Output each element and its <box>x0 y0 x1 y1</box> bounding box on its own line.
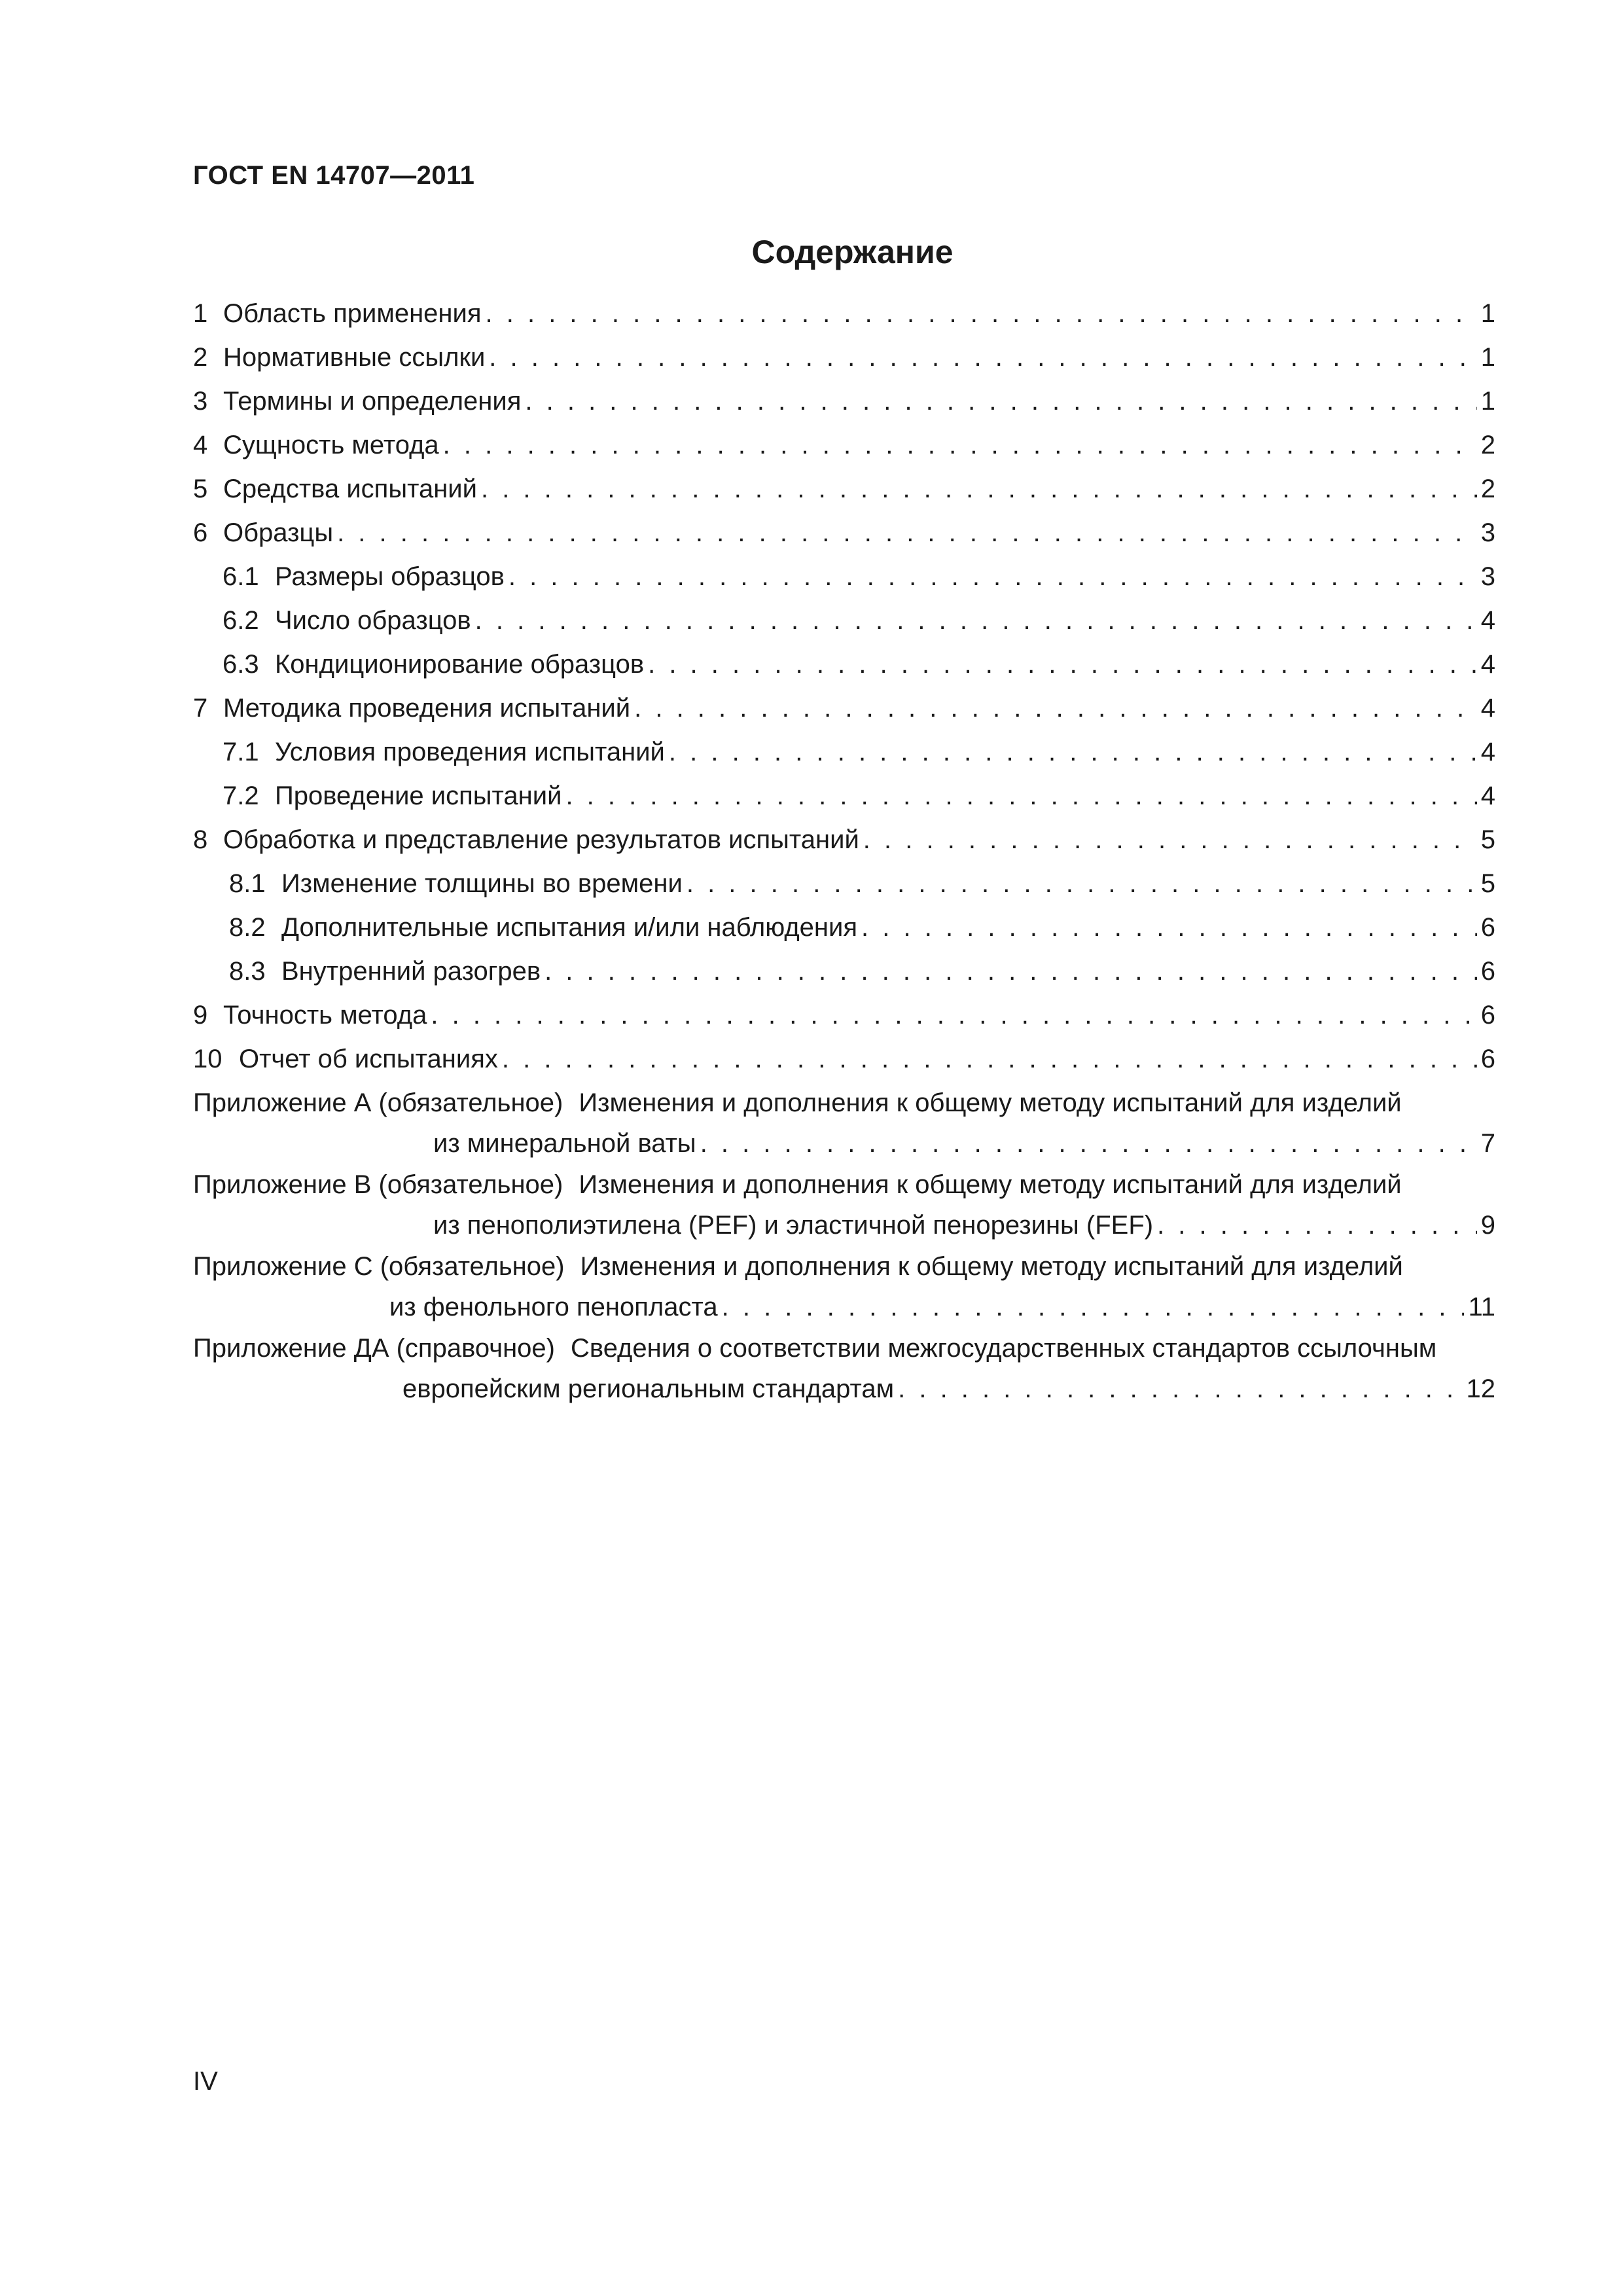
toc-entry-page: 5 <box>1480 869 1495 898</box>
toc-entry-page: 4 <box>1480 781 1495 810</box>
toc-entry-page: 7 <box>1480 1129 1495 1158</box>
toc-subentry[interactable] <box>193 780 1495 824</box>
toc-entry-text: Внутренний разогрев <box>281 957 541 986</box>
toc-entry[interactable] <box>193 824 1495 868</box>
toc-entry-number: 9 <box>193 1001 208 1030</box>
leader-dots <box>1157 1210 1477 1241</box>
toc-entry-page: 6 <box>1480 1001 1495 1030</box>
toc-entry-number: 8.1 <box>229 869 266 898</box>
toc-entry-page: 6 <box>1480 913 1495 942</box>
toc-entry-page: 6 <box>1480 1045 1495 1073</box>
toc-entry-page: 3 <box>1480 562 1495 591</box>
leader-dots <box>898 1373 1462 1405</box>
toc-entry-page: 1 <box>1480 387 1495 416</box>
appendix-title-line1: Сведения о соответствии межгосударственных стандартов ссылочным <box>571 1334 1437 1363</box>
toc-entry-page: 1 <box>1480 299 1495 328</box>
toc-entry-number: 7.2 <box>223 781 259 810</box>
leader-dots <box>337 517 1477 548</box>
toc-entry-number: 6 <box>193 518 208 547</box>
appendix-title-line2: из фенольного пенопласта <box>389 1293 718 1321</box>
toc-entry-text: Отчет об испытаниях <box>239 1045 498 1073</box>
toc-subentry[interactable] <box>193 649 1495 692</box>
leader-dots <box>700 1128 1477 1159</box>
leader-dots <box>486 298 1477 329</box>
toc-entry[interactable] <box>193 342 1495 386</box>
toc-subentry[interactable] <box>193 868 1495 912</box>
leader-dots <box>431 999 1476 1031</box>
toc-entry-text: Условия проведения испытаний <box>275 738 665 766</box>
toc-title: Содержание <box>751 234 954 270</box>
leader-dots <box>687 868 1477 899</box>
leader-dots <box>475 605 1477 636</box>
leader-dots <box>565 780 1476 812</box>
toc-entry-page: 4 <box>1480 606 1495 635</box>
toc-entry-text: Размеры образцов <box>275 562 505 591</box>
toc-entry-number: 1 <box>193 299 208 328</box>
appendix-title-line2: из пенополиэтилена (PEF) и эластичной пенорезины (FEF) <box>433 1211 1154 1240</box>
leader-dots <box>544 956 1477 987</box>
toc-entry-page: 4 <box>1480 650 1495 679</box>
toc-entry-text: Изменение толщины во времени <box>281 869 683 898</box>
toc-subentry[interactable] <box>193 605 1495 649</box>
toc-appendix-entry[interactable] <box>193 1087 1495 1169</box>
toc-entry-number: 6.1 <box>223 562 259 591</box>
appendix-label: Приложение А (обязательное) <box>193 1088 563 1117</box>
appendix-title-line1: Изменения и дополнения к общему методу испытаний для изделий <box>579 1170 1402 1199</box>
toc-entry-text: Число образцов <box>275 606 471 635</box>
leader-dots <box>634 692 1477 724</box>
leader-dots <box>502 1043 1477 1075</box>
toc-entry-text: Обработка и представление результатов испытаний <box>223 825 859 854</box>
toc-entry-page: 1 <box>1480 343 1495 372</box>
toc-entry-page: 4 <box>1480 694 1495 723</box>
appendix-title-line2: европейским региональным стандартам <box>402 1374 895 1403</box>
leader-dots <box>525 386 1476 417</box>
toc-entry-page: 3 <box>1480 518 1495 547</box>
appendix-title-line1: Изменения и дополнения к общему методу испытаний для изделий <box>579 1088 1402 1117</box>
leader-dots <box>722 1291 1465 1323</box>
toc-entry-page: 5 <box>1480 825 1495 854</box>
toc-entry-number: 7.1 <box>223 738 259 766</box>
appendix-label: Приложение С (обязательное) <box>193 1252 565 1281</box>
leader-dots <box>648 649 1477 680</box>
toc-entry-number: 10 <box>193 1045 223 1073</box>
toc-entry-number: 5 <box>193 475 208 503</box>
toc-entry-page: 6 <box>1480 957 1495 986</box>
toc-entry-text: Проведение испытаний <box>275 781 562 810</box>
appendix-label: Приложение В (обязательное) <box>193 1170 563 1199</box>
appendix-label: Приложение ДА (справочное) <box>193 1334 555 1363</box>
table-of-contents <box>193 298 1495 1414</box>
toc-appendix-entry[interactable] <box>193 1169 1495 1251</box>
toc-entry-number: 8 <box>193 825 208 854</box>
toc-appendix-entry[interactable] <box>193 1251 1495 1333</box>
toc-entry-text: Нормативные ссылки <box>223 343 486 372</box>
leader-dots <box>481 473 1477 505</box>
toc-entry-page: 9 <box>1480 1211 1495 1240</box>
leader-dots <box>443 429 1477 461</box>
toc-entry-text: Термины и определения <box>223 387 522 416</box>
toc-entry[interactable] <box>193 298 1495 342</box>
toc-entry-number: 8.3 <box>229 957 266 986</box>
toc-subentry[interactable] <box>193 736 1495 780</box>
leader-dots <box>669 736 1477 768</box>
leader-dots <box>489 342 1476 373</box>
toc-entry-number: 4 <box>193 431 208 459</box>
toc-entry-number: 3 <box>193 387 208 416</box>
toc-entry-text: Дополнительные испытания и/или наблюдения <box>281 913 858 942</box>
leader-dots <box>508 561 1477 592</box>
toc-entry-page: 2 <box>1480 431 1495 459</box>
toc-entry-number: 7 <box>193 694 208 723</box>
toc-entry-number: 8.2 <box>229 913 266 942</box>
toc-entry-text: Область применения <box>223 299 482 328</box>
toc-entry[interactable] <box>193 1043 1495 1087</box>
toc-appendix-entry[interactable] <box>193 1333 1495 1414</box>
toc-entry-number: 2 <box>193 343 208 372</box>
toc-entry-page: 4 <box>1480 738 1495 766</box>
toc-entry-page: 12 <box>1466 1374 1495 1403</box>
toc-entry[interactable] <box>193 473 1495 517</box>
toc-subentry[interactable] <box>193 561 1495 605</box>
leader-dots <box>861 912 1477 943</box>
toc-entry[interactable] <box>193 692 1495 736</box>
toc-entry-page: 11 <box>1468 1293 1495 1321</box>
toc-entry-number: 6.3 <box>223 650 259 679</box>
toc-entry-text: Кондиционирование образцов <box>275 650 645 679</box>
toc-entry[interactable] <box>193 386 1495 429</box>
toc-subentry[interactable] <box>193 912 1495 956</box>
toc-entry-text: Методика проведения испытаний <box>223 694 631 723</box>
toc-entry-text: Точность метода <box>223 1001 427 1030</box>
toc-entry-text: Образцы <box>223 518 334 547</box>
toc-entry-text: Средства испытаний <box>223 475 477 503</box>
toc-subentry[interactable] <box>193 956 1495 999</box>
document-code-header: ГОСТ EN 14707—2011 <box>193 161 475 190</box>
toc-entry-page: 2 <box>1480 475 1495 503</box>
toc-entry[interactable] <box>193 999 1495 1043</box>
toc-entry-text: Сущность метода <box>223 431 439 459</box>
toc-entry-number: 6.2 <box>223 606 259 635</box>
toc-entry[interactable] <box>193 429 1495 473</box>
toc-entry[interactable] <box>193 517 1495 561</box>
leader-dots <box>863 824 1477 855</box>
appendix-title-line2: из минеральной ваты <box>433 1129 696 1158</box>
appendix-title-line1: Изменения и дополнения к общему методу испытаний для изделий <box>580 1252 1403 1281</box>
page-number: IV <box>193 2067 218 2096</box>
